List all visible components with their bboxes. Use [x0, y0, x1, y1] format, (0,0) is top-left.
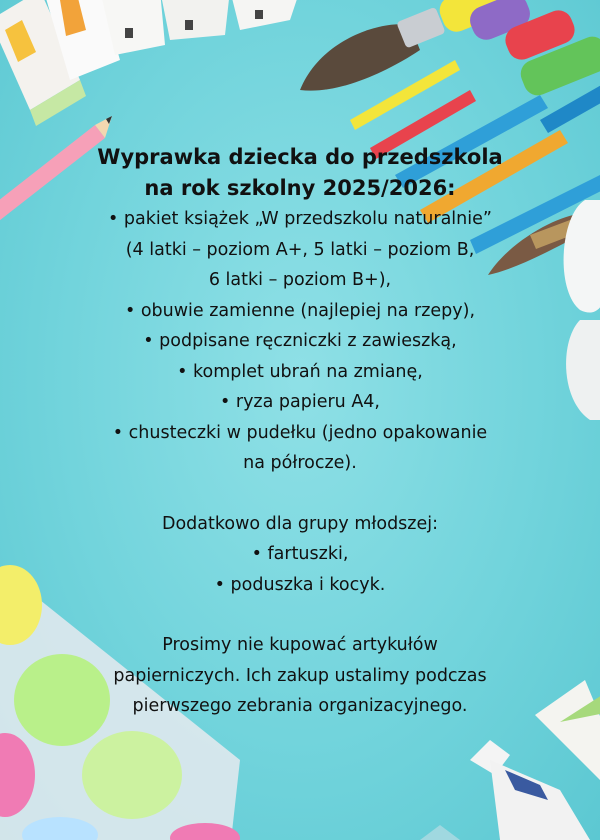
kindergarten-supplies-notice [40, 142, 560, 722]
list-item: 6 latki – poziom B+), [208, 270, 392, 290]
list-item: • poduszka i kocyk. [214, 574, 386, 595]
main-supplies-list [40, 204, 560, 479]
note-line: Prosimy nie kupować artykułów [162, 635, 438, 655]
closing-note [40, 630, 560, 722]
note-line: papierniczych. Ich zakup ustalimy podczas [113, 665, 487, 686]
list-item: • ryza papieru A4, [220, 392, 380, 412]
list-item: • obuwie zamienne (najlepiej na rzepy), [124, 300, 476, 321]
paint-tubes-top-left [0, 0, 300, 126]
notice-title [40, 142, 560, 204]
list-item: • chusteczki w pudełku (jedno opakowanie [112, 422, 488, 443]
spacer [40, 479, 560, 509]
list-item: • komplet ubrań na zmianę, [177, 361, 423, 382]
list-item: • fartuszki, [251, 544, 349, 564]
note-line: pierwszego zebrania organizacyjnego. [132, 696, 468, 716]
white-palette [564, 200, 600, 420]
title-line: Wyprawka dziecka do przedszkola [97, 145, 503, 169]
list-item: • podpisane ręczniczki z zawieszką, [143, 331, 457, 351]
list-item: (4 latki – poziom A+, 5 latki – poziom B, [125, 239, 475, 260]
title-line: na rok szkolny 2025/2026: [144, 176, 456, 200]
extra-heading: Dodatkowo dla grupy młodszej: [161, 513, 439, 534]
list-item: na półrocze). [243, 453, 357, 473]
spacer [40, 600, 560, 630]
list-item: • pakiet książek „W przedszkolu naturalnie” [108, 209, 492, 229]
extra-supplies-list [40, 539, 560, 600]
